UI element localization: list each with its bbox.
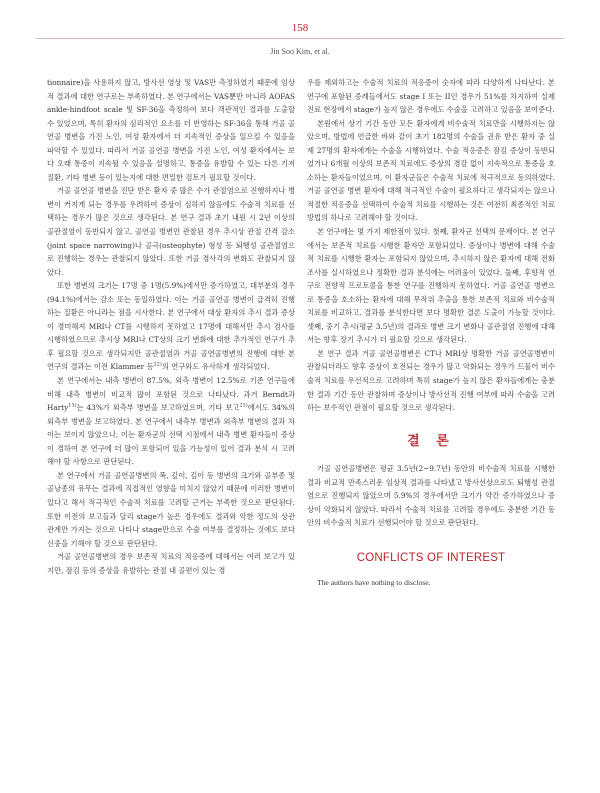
paragraph-text: 에서도 34%의 외측부 병변을 보고하였다. 본 연구에서 내측부 병변과 외측부 병변의 결과 차이는 보이지 않았으나, 이는 환자군의 선택 시점에서 내측 병변 환자들이 증상이 경하여 본 연구에 더 많이 포함되어 있을 가능성이 있어 결과 분석 시 고려해야 할 사항으로 판단된다. <box>47 403 295 467</box>
body-paragraph <box>47 374 295 469</box>
body-paragraph: 본 연구에는 몇 가지 제한점이 있다. 첫째, 환자군 선택의 문제이다. 본 연구에서는 보존적 치료를 시행한 환자만 포함되었다. 증상이나 병변에 대해 수술적 치료를 시행한 환자는 포함되지 않았으며, 추시하지 않은 환자에 대해 전화 조사를 실시하였으나 정확한 결과 분석에는 어려움이 있었다. 둘째, 후향적 연구로 전향적 프로토콜을 통한 연구를 진행하지 못하였다. 거골 골연골 병변으로 통증을 호소하는 환자에 대해 무작위 추출을 통한 보존적 치료와 비수술적 치료를 비교하고, 결과를 분석한다면 보다 명확한 결론 도출이 가능할 것이다. 셋째, 중기 추시(평균 3.5년)의 결과로 병변 크기 변화나 골관절염 진행에 대해서는 향후 장기 추시가 더 필요할 것으로 생각된다. <box>307 227 555 345</box>
body-paragraph: 본 연구 결과 거골 골연골병변은 CT나 MRI상 명확한 거골 골연골병변이 관찰되더라도 향후 증상이 호전되는 경우가 많고 악화되는 경우가 드물어 비수술적 치료를 우선적으로 고려하며 특히 stage가 높지 않은 환자들에게는 충분한 결과 기간 동안 관찰하며 증상이나 방사선적 진행 여부에 따라 수술을 고려하는 보수적인 관점이 필요할 것으로 생각된다. <box>307 348 555 413</box>
body-paragraph: 우를 제외하고는 수술적 치료의 적응증이 숫자에 따라 다양하게 나타난다. 본 연구에 포함된 증례들에서도 stage I 또는 II인 경우가 51%를 차지하여 실제 진료 현장에서 stage가 높지 않은 경우에도 수술을 고려하고 있음을 보여준다. <box>307 78 555 115</box>
body-paragraph: 거골 골연골병변의 경우 보존적 치료의 적응증에 대해서는 여러 보고가 있지만, 잠김 등의 증상을 유발하는 관절 내 골편이 있는 경 <box>47 552 295 575</box>
paragraph-text: 의 연구와도 유사하게 생각되었다. <box>161 362 270 372</box>
right-column <box>307 76 555 589</box>
left-column <box>47 76 295 577</box>
header-rule <box>36 38 564 39</box>
conclusion-paragraph: 거골 골연골병변은 평균 3.5년(2~9.7년) 동안의 비수술적 치료를 시행한 결과 비교적 만족스러운 임상적 결과를 나타냈고 방사선상으로도 퇴행성 관절염으로 진행되지 않았으며 5.9%의 경우에서만 크기가 약간 증가하였으나 증상이 악화되지 않았다. 따라서 수술적 치료를 고려할 경우에도 충분한 기간 동안의 비수술적 치료가 선행되어야 할 것으로 판단된다. <box>307 464 555 528</box>
citation-ref: 21) <box>239 402 248 409</box>
page-number: 158 <box>291 22 309 34</box>
conclusion-heading: 결 론 <box>407 433 455 449</box>
body-paragraph: tionnaire)을 사용하지 않고, 방사선 영상 및 VAS만 측정하였기 때문에 임상적 결과에 대한 연구로는 부족하였다. 본 연구에서는 VAS뿐만 아니라 AOFAS ankle-hindfoot scale 및 SF-36을 측정하여 보다 객관적인 결과를 도출할 수 있었으며, 특히 환자의 심리적인 요소를 더 반영하는 SF-36을 통해 거골 골연골 병변을 가진 노인, 여성 환자에서 더 지속적인 증상을 일으킬 수 있음을 파악할 수 있었다. 따라서 거골 골연골 병변을 가진 노인, 여성 환자에서는 보다 오래 통증이 지속될 수 있음을 설명하고, 통증을 유발할 수 있는 다른 기저 질환, 기타 병변 등이 있는지에 대한 면밀한 검토가 필요할 것이다. <box>47 78 295 182</box>
citation-ref: 13) <box>68 402 77 409</box>
conflicts-text: The authors have nothing to disclose. <box>317 577 431 587</box>
body-paragraph: 본 연구에서 거골 골연골병변의 폭, 깊이, 깊이 등 병변의 크기와 골부종 및 골낭종의 유무는 결과에 직접적인 영향을 미치지 않았기 때문에 이러한 병변이 있다고 해서 적극적인 수술적 치료를 고려할 근거는 부족한 것으로 판단된다. 또한 이전의 보고들과 달리 stage가 높은 경우에도 결과와 악한 정도의 상관 관계만 가지는 것으로 나타나 stage만으로 수술 여부를 결정하는 것에도 보다 신중을 기해야 할 것으로 판단된다. <box>47 470 295 548</box>
conflicts-heading: CONFLICTS OF INTEREST <box>356 551 506 564</box>
body-paragraph: 거골 골연골 병변을 진단 받은 환자 중 많은 수가 관절염으로 진행하지나 병변이 커지게 되는 경우를 우려하여 증상이 심하지 않음에도 수술적 치료를 선택하는 경우가 많은 것으로 생각된다. 본 연구 결과 초기 내원 시 2년 이상의 골관절염이 동반되지 않고, 골연골 병변만 관찰된 경우 추시상 관절 간격 감소(joint space narrowing)나 골극(osteophyte) 형성 등 퇴행성 골관절염으로 진행하는 경우는 관찰되지 않았다. 또한 거골 경사각의 변화도 관찰되지 않았다. <box>47 186 295 277</box>
running-head: Jin Soo Kim, et al. <box>270 47 330 56</box>
body-paragraph: 본원에서 상기 기간 동안 모든 환자에게 비수술적 치료만을 시행하지는 않았으며, 방법에 언급한 바와 같이 초기 182명의 수술을 권유 받은 환자 중 실제 27명의 환자에게는 수술을 시행하였다. 수술 적응증은 잠김 증상이 동반되었거나 6개월 이상의 보존적 치료에도 증상의 경감 없이 지속적으로 통증을 호소하는 환자들이었으며, 이 환자군들은 수술적 치료에 적극적으로 동의하였다. 거골 골연골 병변 환자에 대해 적극적인 수술이 필요하다고 생각되지는 않으나 적절한 적응증을 선택하여 수술적 치료를 시행하는 것은 여전히 최종적인 치료 방법의 하나로 고려해야 할 것이다. <box>307 118 555 223</box>
body-paragraph <box>47 279 295 374</box>
paragraph-text: 본 연구에서는 내측 병변이 87.5%, 외측 병변이 12.5%로 기존 연구들에 비해 내측 병변이 비교적 많이 포함된 것으로 나타났다. 과거 Berndt과 Harty <box>47 376 295 413</box>
paragraph-text: 또한 병변의 크기는 17명 중 1명(5.9%)에서만 증가하였고, 대부분의 경우(94.1%)에서는 감소 또는 동일하였다. 이는 거골 골연골 병변이 급격히 진행하는 질환은 아니라는 점을 시사한다. 본 연구에서 대상 환자의 추시 결과 증상이 경미해져 MRI나 CT를 시행하지 못하였고 17명에 대해서만 추시 검사를 시행하였으므로 추시상 MRI나 CT상의 크기 변화에 대한 추가적인 연구가 추후 필요할 것으로 생각되지만 골관절염과 거골 골연골병변의 진행에 대한 본 연구의 결과는 이전 Klammer 등 <box>47 281 295 372</box>
citation-ref: 22) <box>153 362 162 369</box>
paragraph-text: 는 43%가 외측부 병변을 보고하였으며, 기타 보고 <box>76 403 240 413</box>
